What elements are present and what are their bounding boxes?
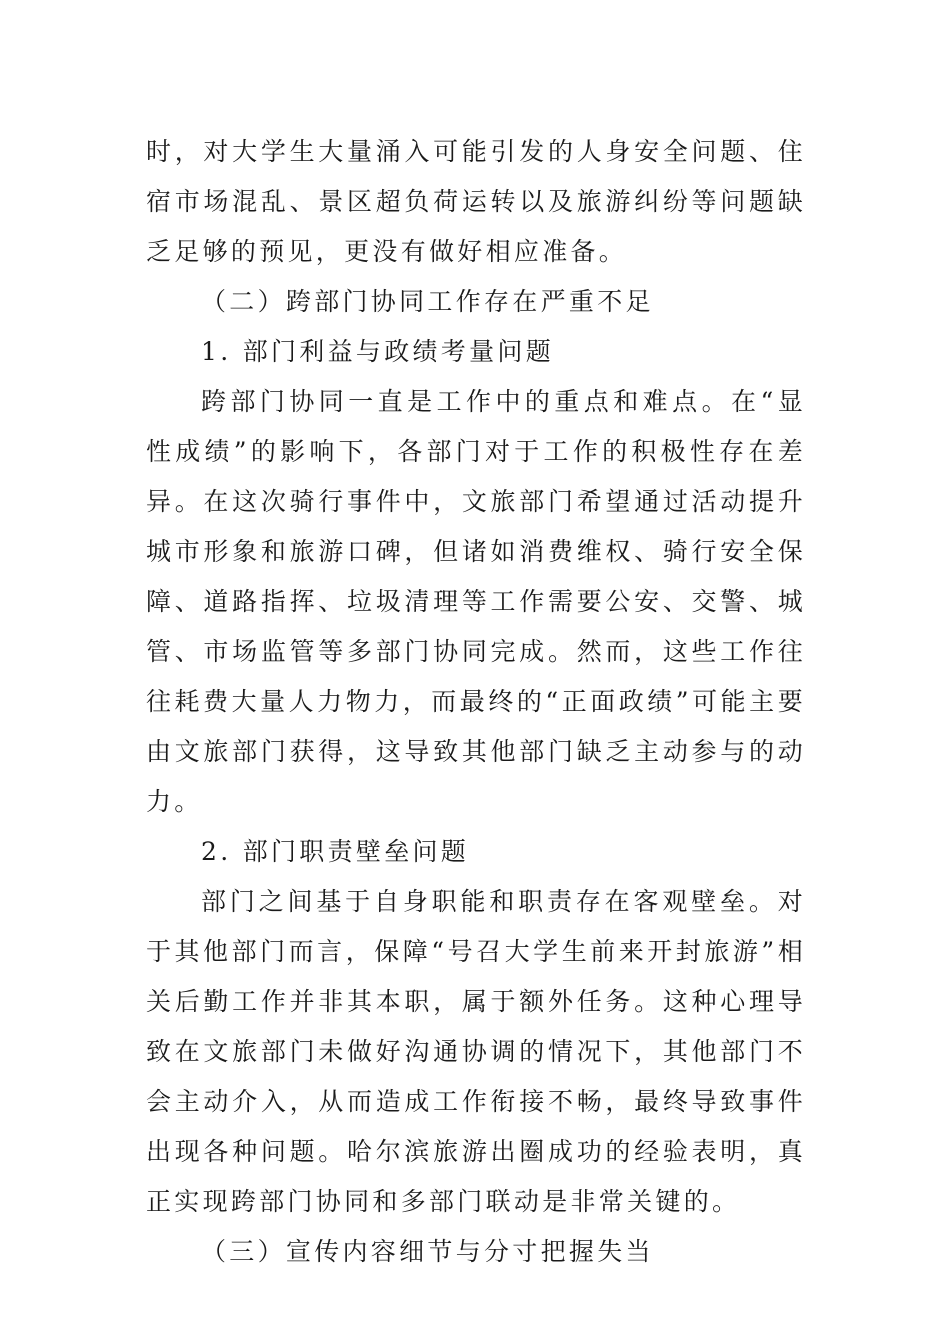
paragraph-body: 跨部门协同一直是工作中的重点和难点。在“显性成绩”的影响下，各部门对于工作的积极性存在差异。在这次骑行事件中，文旅部门希望通过活动提升城市形象和旅游口碑，但诸如消费维权、骑行安全保障、道路指挥、垃圾清理等工作需要公安、交警、城管、市场监管等多部门协同完成。然而，这些工作往往耗费大量人力物力，而最终的“正面政绩”可能主要由文旅部门获得，这导致其他部门缺乏主动参与的动力。 <box>146 387 806 816</box>
sub-heading-1: 1. 部门利益与政绩考量问题 <box>201 337 555 366</box>
sub-heading-2: 2. 部门职责壁垒问题 <box>201 837 470 866</box>
document-body <box>146 127 806 1277</box>
paragraph-body: 部门之间基于自身职能和职责存在客观壁垒。对于其他部门而言，保障“号召大学生前来开封旅游”相关后勤工作并非其本职，属于额外任务。这种心理导致在文旅部门未做好沟通协调的情况下，其他部门不会主动介入，从而造成工作衔接不畅，最终导致事件出现各种问题。哈尔滨旅游出圈成功的经验表明，真正实现跨部门协同和多部门联动是非常关键的。 <box>146 887 806 1216</box>
paragraph-continued: 时，对大学生大量涌入可能引发的人身安全问题、住宿市场混乱、景区超负荷运转以及旅游纠纷等问题缺乏足够的预见，更没有做好相应准备。 <box>146 137 806 266</box>
section-heading-3: （三）宣传内容细节与分寸把握失当 <box>201 1237 654 1266</box>
section-heading-2: （二）跨部门协同工作存在严重不足 <box>201 287 654 316</box>
